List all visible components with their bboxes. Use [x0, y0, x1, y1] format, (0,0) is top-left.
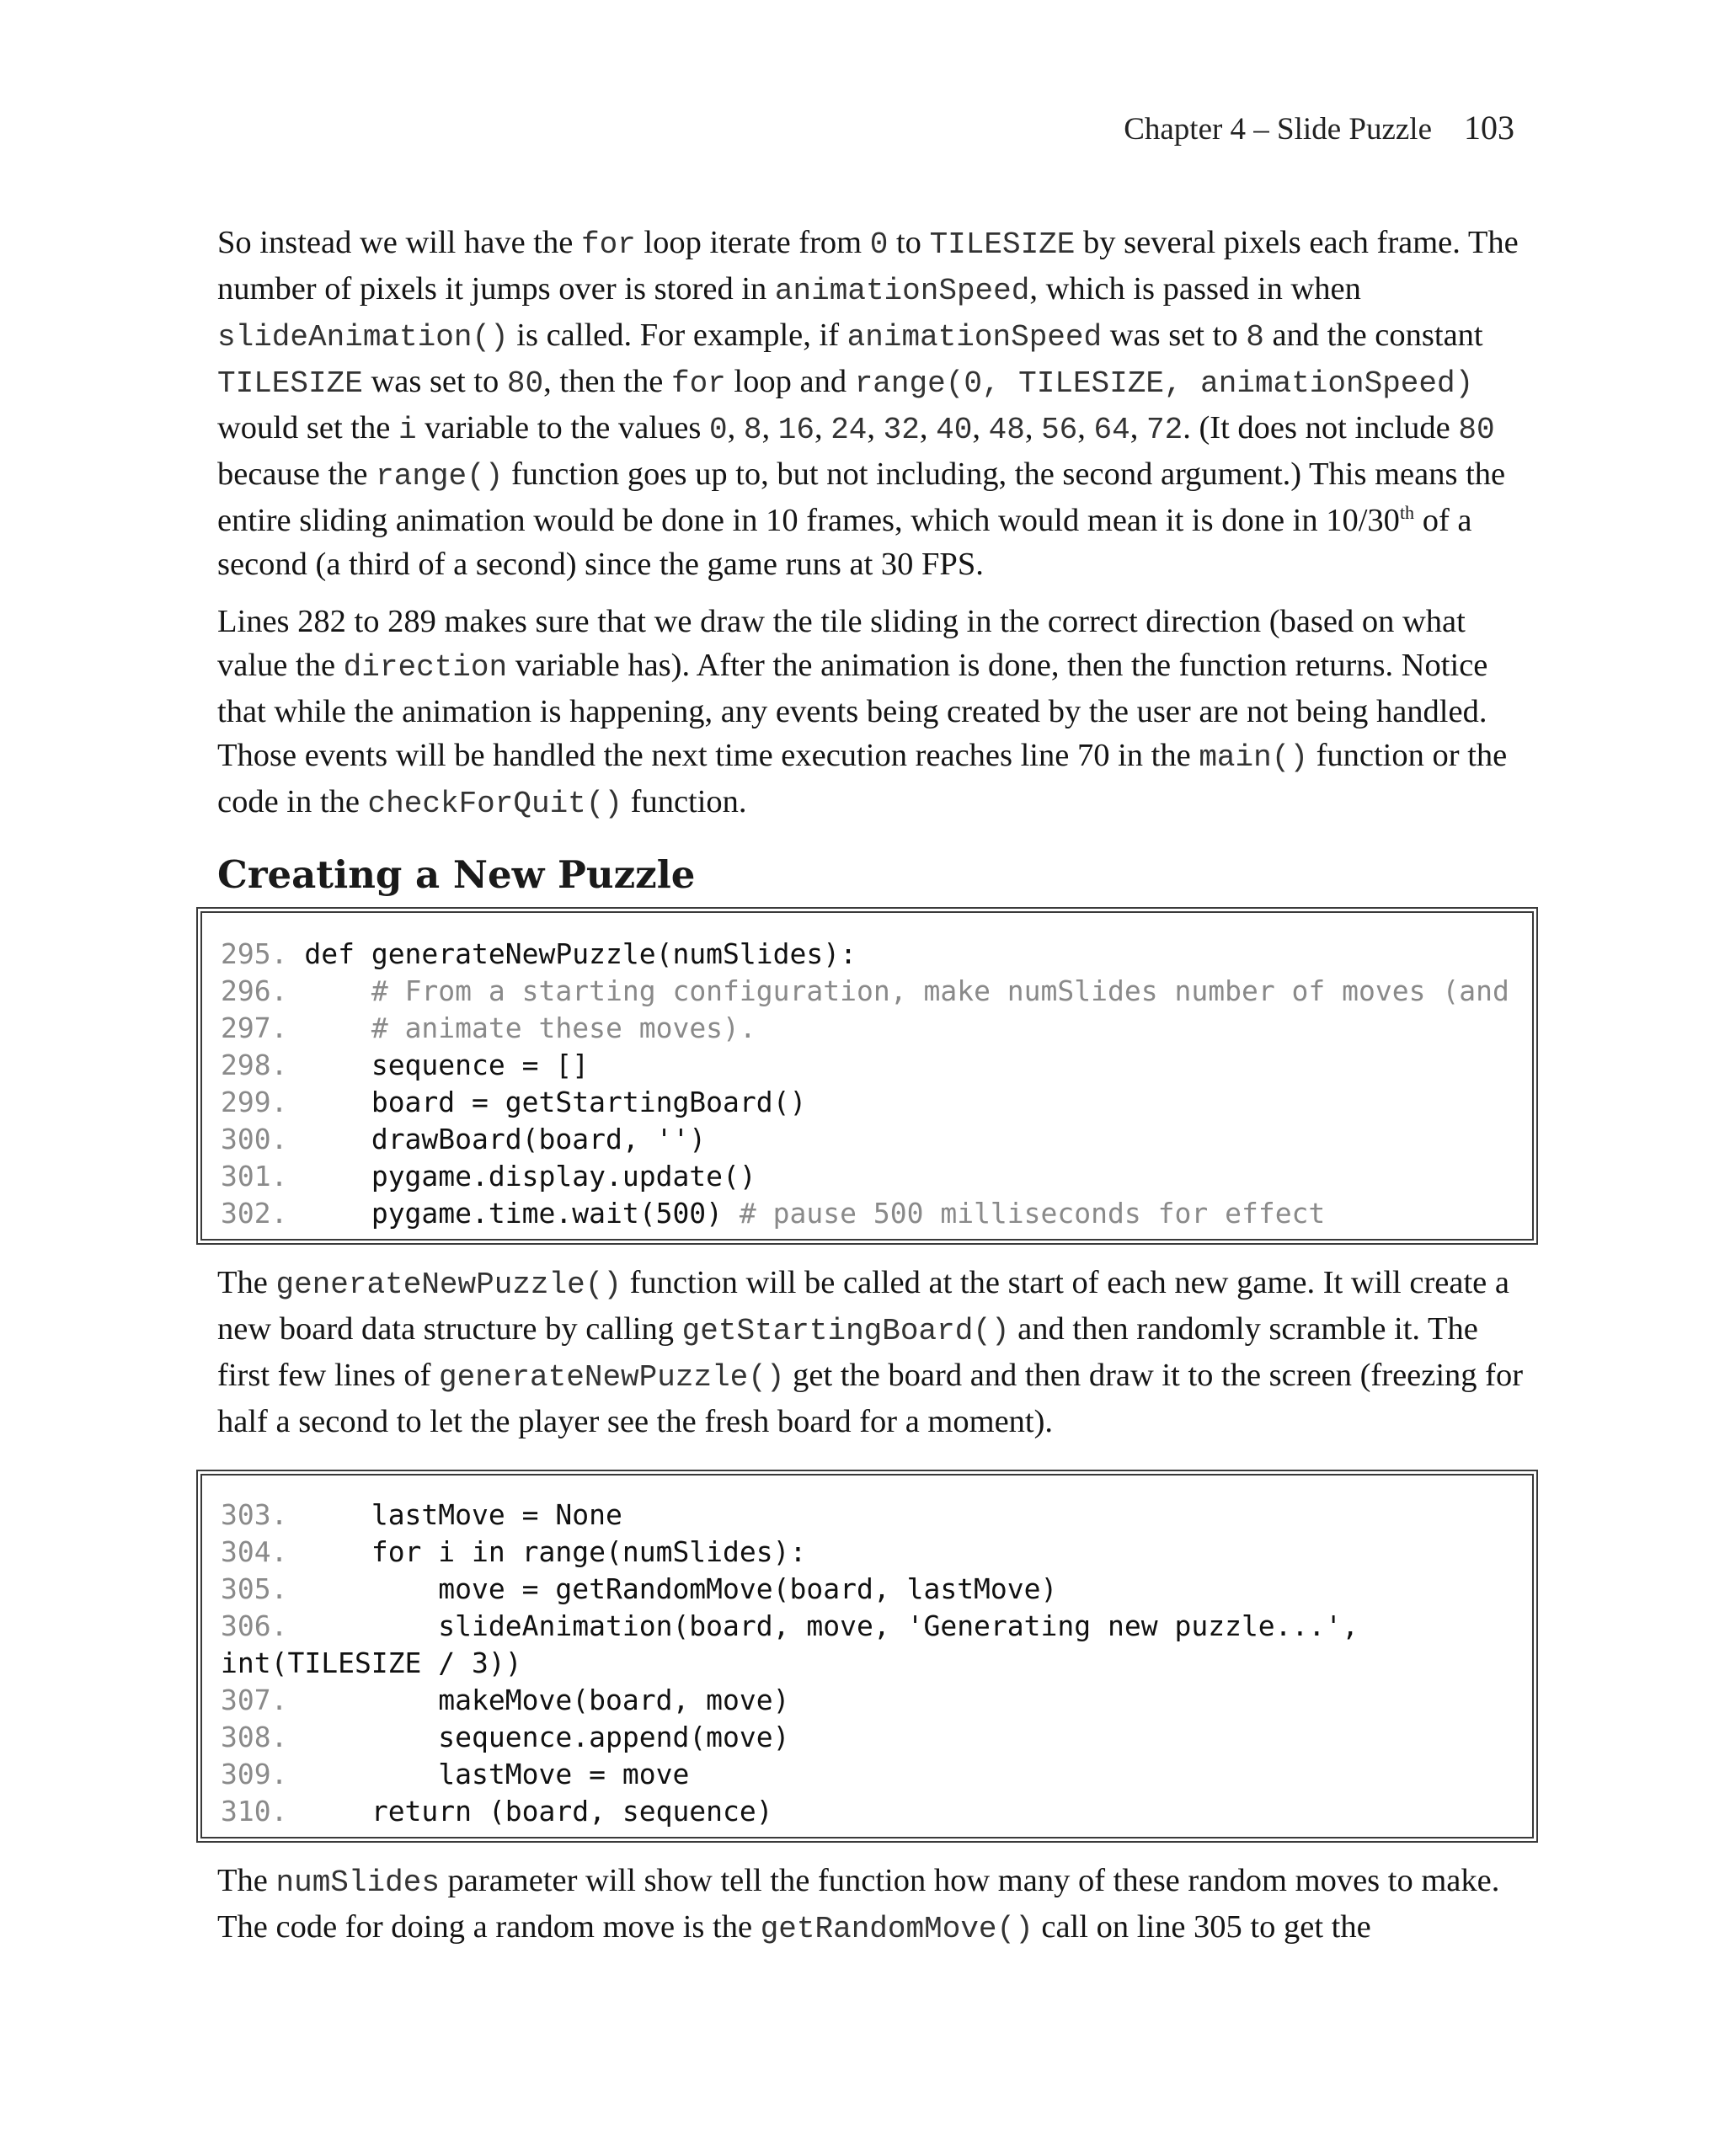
inline-code: getRandomMove(): [760, 1912, 1033, 1946]
inline-code: slideAnimation(): [217, 320, 509, 355]
inline-code: TILESIZE: [929, 227, 1076, 262]
code-comment: # From a starting configuration, make numSlides number of moves (and: [371, 974, 1509, 1007]
code-text: [287, 1011, 371, 1044]
inline-code: generateNewPuzzle(): [439, 1360, 785, 1395]
code-text: pygame.time.wait(500): [287, 1197, 740, 1230]
inline-code: for: [580, 227, 636, 262]
code-comment: # pause 500 milliseconds for effect: [739, 1197, 1326, 1230]
code-line: [221, 1534, 806, 1571]
running-head: [1124, 108, 1514, 147]
inline-code: 80: [506, 366, 544, 401]
inline-code: 0: [869, 227, 889, 262]
line-number: 296.: [221, 974, 288, 1007]
code-text: return (board, sequence): [287, 1795, 773, 1828]
code-text: lastMove = move: [287, 1758, 690, 1790]
inline-code: 72: [1146, 413, 1183, 447]
line-number: 295.: [221, 937, 288, 970]
inline-code: 8: [743, 413, 762, 447]
inline-code: getStartingBoard(): [681, 1314, 1010, 1348]
code-text: def generateNewPuzzle(numSlides):: [287, 937, 857, 970]
code-line: [221, 1756, 689, 1793]
code-text: board = getStartingBoard(): [287, 1086, 807, 1118]
line-number: 309.: [221, 1758, 288, 1790]
code-text: sequence.append(move): [287, 1721, 790, 1753]
inline-code: for: [670, 366, 726, 401]
code-text: pygame.display.update(): [287, 1160, 756, 1193]
code-line: [221, 1608, 1359, 1645]
inline-code: 64: [1093, 413, 1130, 447]
code-text: slideAnimation(board, move, 'Generating new puzzle...',: [287, 1609, 1359, 1642]
paragraph-num-slides: The numSlides parameter will show tell the function how many of these random moves to make. The code for doing a random move is the getRandomMove() call on line 305 to get the: [217, 1863, 1500, 1946]
code-text: sequence = []: [287, 1049, 590, 1081]
line-number: 297.: [221, 1011, 288, 1044]
inline-code: 80: [1458, 413, 1495, 447]
code-text: lastMove = None: [287, 1498, 622, 1531]
chapter-title: Chapter 4 – Slide Puzzle: [1124, 112, 1432, 147]
inline-code: 32: [883, 413, 920, 447]
line-number: 298.: [221, 1049, 288, 1081]
inline-code: generateNewPuzzle(): [275, 1267, 622, 1302]
line-number: 300.: [221, 1123, 288, 1155]
code-line: [221, 1084, 806, 1121]
code-text: for i in range(numSlides):: [287, 1535, 807, 1568]
inline-code: checkForQuit(): [367, 787, 622, 821]
code-line: [221, 1571, 1057, 1608]
line-number: 301.: [221, 1160, 288, 1193]
inline-code: 56: [1041, 413, 1078, 447]
paragraph-generate-new-puzzle: The generateNewPuzzle() function will be called at the start of each new game. It will create a new board data structure by calling getStartingBoard() and then randomly scramble it. The first few lines of generateNewPuzzle() get the board and then draw it to the screen (freezing for half a second to let the player see the fresh board for a moment).: [217, 1265, 1524, 1439]
line-number: 299.: [221, 1086, 288, 1118]
inline-code: range(): [376, 459, 504, 494]
line-number: 307.: [221, 1684, 288, 1716]
code-comment: # animate these moves).: [371, 1011, 756, 1044]
superscript: th: [1399, 502, 1415, 524]
inline-code: 8: [1246, 320, 1264, 355]
inline-code: 16: [777, 413, 814, 447]
inline-code: direction: [343, 650, 508, 685]
paragraph-direction: Lines 282 to 289 makes sure that we draw the tile sliding in the correct direction (based on what value the direction variable has). After the animation is done, then the function returns. Notice that while the animation is happening, any events being created by the user are not being handled. Those events will be handled the next time execution reaches line 70 in the main() function or the code in the checkForQuit() function.: [217, 604, 1508, 821]
line-number: 308.: [221, 1721, 288, 1753]
inline-code: main(): [1199, 740, 1308, 775]
code-line: [221, 936, 857, 973]
line-number: 306.: [221, 1609, 288, 1642]
inline-code: 24: [830, 413, 868, 447]
code-line: [221, 1121, 706, 1158]
inline-code: 40: [936, 413, 973, 447]
inline-code: animationSpeed: [846, 320, 1103, 355]
code-line: [221, 1719, 790, 1756]
code-text: drawBoard(board, ''): [287, 1123, 707, 1155]
code-text: move = getRandomMove(board, lastMove): [287, 1572, 1058, 1605]
code-line: [221, 973, 1509, 1010]
code-line: [221, 1195, 1325, 1232]
inline-code: 0: [709, 413, 728, 447]
line-number: 304.: [221, 1535, 288, 1568]
inline-code: animationSpeed: [774, 274, 1030, 308]
code-line: [221, 1010, 756, 1047]
line-number: 310.: [221, 1795, 288, 1828]
code-listing-1: [196, 907, 1538, 1245]
inline-code: i: [398, 413, 417, 447]
inline-code: range(0, TILESIZE, animationSpeed): [854, 366, 1474, 401]
inline-code: 48: [988, 413, 1025, 447]
code-line: [221, 1158, 756, 1195]
code-line: [221, 1793, 773, 1830]
code-text: makeMove(board, move): [287, 1684, 790, 1716]
line-number: 303.: [221, 1498, 288, 1531]
code-listing-2: [196, 1470, 1538, 1843]
code-line: [221, 1497, 622, 1534]
inline-code: TILESIZE: [217, 366, 363, 401]
section-heading: Creating a New Puzzle: [217, 852, 696, 897]
code-line: [221, 1682, 790, 1719]
inline-code: numSlides: [275, 1865, 440, 1900]
code-text: int(TILESIZE / 3)): [221, 1646, 522, 1679]
paragraph-animation-speed: So instead we will have the for loop iterate from 0 to TILESIZE by several pixels each frame. The number of pixels it jumps over is stored in animationSpeed, which is passed in when slideAnimation() is called. For example, if animationSpeed was set to 8 and the constant TILESIZE was set to 80, then the for loop and range(0, TILESIZE, animationSpeed) would set the i variable to the values 0, 8, 16, 24, 32, 40, 48, 56, 64, 72. (It does not include 80 because the range() function goes up to, but not including, the second argument.) This means the entire sliding animation would be done in 10 frames, which would mean it is done in 10/30th of a second (a third of a second) since the game runs at 30 FPS.: [217, 225, 1519, 582]
code-text: [287, 974, 371, 1007]
line-number: 302.: [221, 1197, 288, 1230]
line-number: 305.: [221, 1572, 288, 1605]
code-line: [221, 1047, 589, 1084]
page-number: 103: [1464, 109, 1514, 147]
code-line-continuation: [221, 1645, 522, 1682]
